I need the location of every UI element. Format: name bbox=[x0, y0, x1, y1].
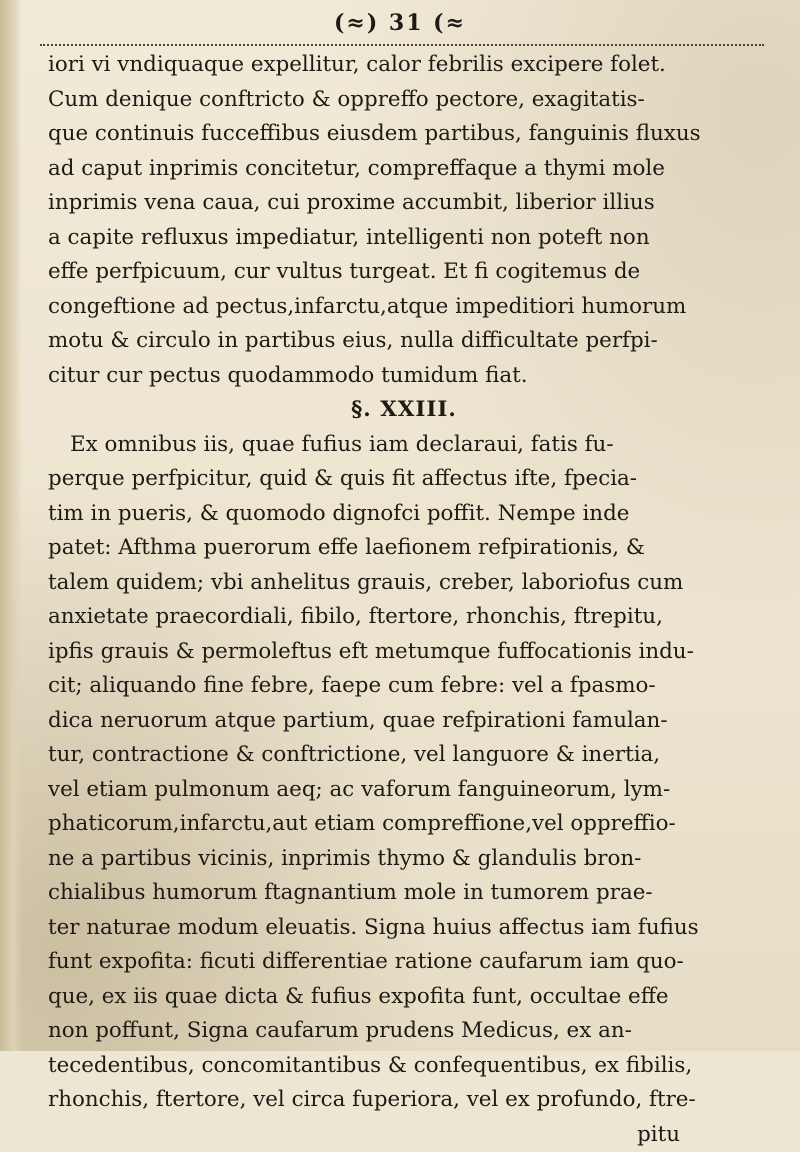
text-line: tur, contractione & conftrictione, vel languore & inertia, bbox=[48, 738, 760, 773]
body-text bbox=[48, 48, 760, 1152]
text-line: que continuis fucceffibus eiusdem partibus, fanguinis fluxus bbox=[48, 117, 760, 152]
text-line: vel etiam pulmonum aeq; ac vaforum fanguineorum, lym- bbox=[48, 773, 760, 808]
text-line: tim in pueris, & quomodo dignofci poffit. Nempe inde bbox=[48, 497, 760, 532]
head-rule bbox=[40, 44, 764, 46]
text-line: Cum denique conftricto & oppreffo pectore, exagitatis- bbox=[48, 83, 760, 118]
text-line: ad caput inprimis concitetur, compreffaque a thymi mole bbox=[48, 152, 760, 187]
text-line: inprimis vena caua, cui proxime accumbit, liberior illius bbox=[48, 186, 760, 221]
text-line: rhonchis, ftertore, vel circa fuperiora, vel ex profundo, ftre- bbox=[48, 1083, 760, 1118]
text-line: funt expofita: ficuti differentiae ratione caufarum iam quo- bbox=[48, 945, 760, 980]
text-line: patet: Afthma puerorum effe laefionem refpirationis, & bbox=[48, 531, 760, 566]
text-line: talem quidem; vbi anhelitus grauis, creber, laboriofus cum bbox=[48, 566, 760, 601]
text-line: Ex omnibus iis, quae fufius iam declaraui, fatis fu- bbox=[48, 428, 760, 463]
catchword: pitu bbox=[48, 1118, 760, 1152]
page-gutter-shadow bbox=[0, 0, 22, 1051]
text-line: phaticorum,infarctu,aut etiam compreffione,vel oppreffio- bbox=[48, 807, 760, 842]
text-line: congeftione ad pectus,infarctu,atque impeditiori humorum bbox=[48, 290, 760, 325]
text-line: perque perfpicitur, quid & quis fit affectus ifte, fpecia- bbox=[48, 462, 760, 497]
text-line: non poffunt, Signa caufarum prudens Medicus, ex an- bbox=[48, 1014, 760, 1049]
text-line: ter naturae modum eleuatis. Signa huius affectus iam fufius bbox=[48, 911, 760, 946]
text-line: effe perfpicuum, cur vultus turgeat. Et fi cogitemus de bbox=[48, 255, 760, 290]
text-line: que, ex iis quae dicta & fufius expofita funt, occultae effe bbox=[48, 980, 760, 1015]
text-line: anxietate praecordiali, fibilo, ftertore, rhonchis, ftrepitu, bbox=[48, 600, 760, 635]
text-line: citur cur pectus quodammodo tumidum fiat. bbox=[48, 359, 760, 394]
text-line: motu & circulo in partibus eius, nulla difficultate perfpi- bbox=[48, 324, 760, 359]
text-line: dica neruorum atque partium, quae refpirationi famulan- bbox=[48, 704, 760, 739]
running-head: (≈) 31 (≈ bbox=[0, 10, 800, 36]
text-line: cit; aliquando fine febre, faepe cum febre: vel a fpasmo- bbox=[48, 669, 760, 704]
text-line: chialibus humorum ftagnantium mole in tumorem prae- bbox=[48, 876, 760, 911]
text-line: iori vi vndiquaque expellitur, calor febrilis excipere folet. bbox=[48, 48, 760, 83]
text-line: ipfis grauis & permoleftus eft metumque fuffocationis indu- bbox=[48, 635, 760, 670]
text-line: tecedentibus, concomitantibus & confequentibus, ex fibilis, bbox=[48, 1049, 760, 1084]
text-line: a capite refluxus impediatur, intelligenti non poteft non bbox=[48, 221, 760, 256]
section-heading: §. XXIII. bbox=[48, 393, 760, 428]
text-line: ne a partibus vicinis, inprimis thymo & glandulis bron- bbox=[48, 842, 760, 877]
